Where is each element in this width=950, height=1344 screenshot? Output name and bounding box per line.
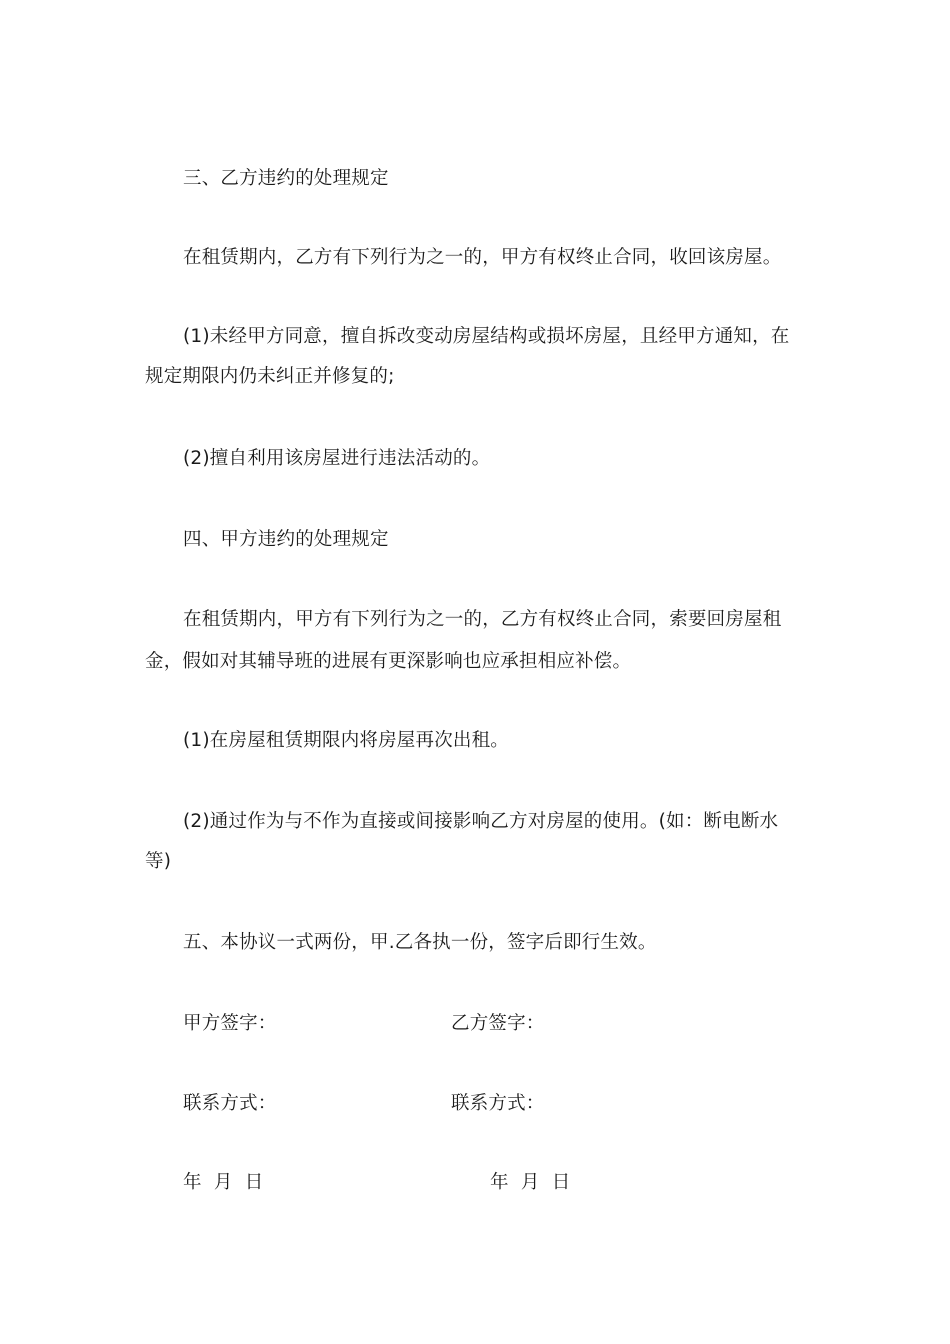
- section3-heading: 三、乙方违约的处理规定: [183, 168, 389, 189]
- section4-item1: (1)在房屋租赁期限内将房屋再次出租。: [183, 730, 510, 751]
- section4-item2-line2: 等): [145, 851, 172, 872]
- section3-item1-line1: (1)未经甲方同意，擅自拆改变动房屋结构或损坏房屋，且经甲方通知，在: [183, 326, 790, 347]
- section3-item1-line2: 规定期限内仍未纠正并修复的;: [145, 366, 395, 387]
- party-b-date: 年 月 日: [490, 1172, 571, 1193]
- party-a-date: 年 月 日: [183, 1172, 264, 1193]
- party-b-contact-label: 联系方式：: [451, 1093, 545, 1114]
- party-b-sign-label: 乙方签字：: [451, 1013, 545, 1034]
- section4-intro-line2: 金，假如对其辅导班的进展有更深影响也应承担相应补偿。: [145, 651, 632, 672]
- section3-item2: (2)擅自利用该房屋进行违法活动的。: [183, 448, 491, 469]
- section4-item2-line1: (2)通过作为与不作为直接或间接影响乙方对房屋的使用。(如：断电断水: [183, 811, 779, 832]
- party-a-sign-label: 甲方签字：: [183, 1013, 277, 1034]
- section5-text: 五、本协议一式两份，甲.乙各执一份，签字后即行生效。: [183, 932, 657, 953]
- party-a-contact-label: 联系方式：: [183, 1093, 277, 1114]
- section4-heading: 四、甲方违约的处理规定: [183, 529, 389, 550]
- section3-intro: 在租赁期内，乙方有下列行为之一的，甲方有权终止合同，收回该房屋。: [183, 247, 782, 268]
- section4-intro-line1: 在租赁期内，甲方有下列行为之一的，乙方有权终止合同，索要回房屋租: [183, 609, 782, 630]
